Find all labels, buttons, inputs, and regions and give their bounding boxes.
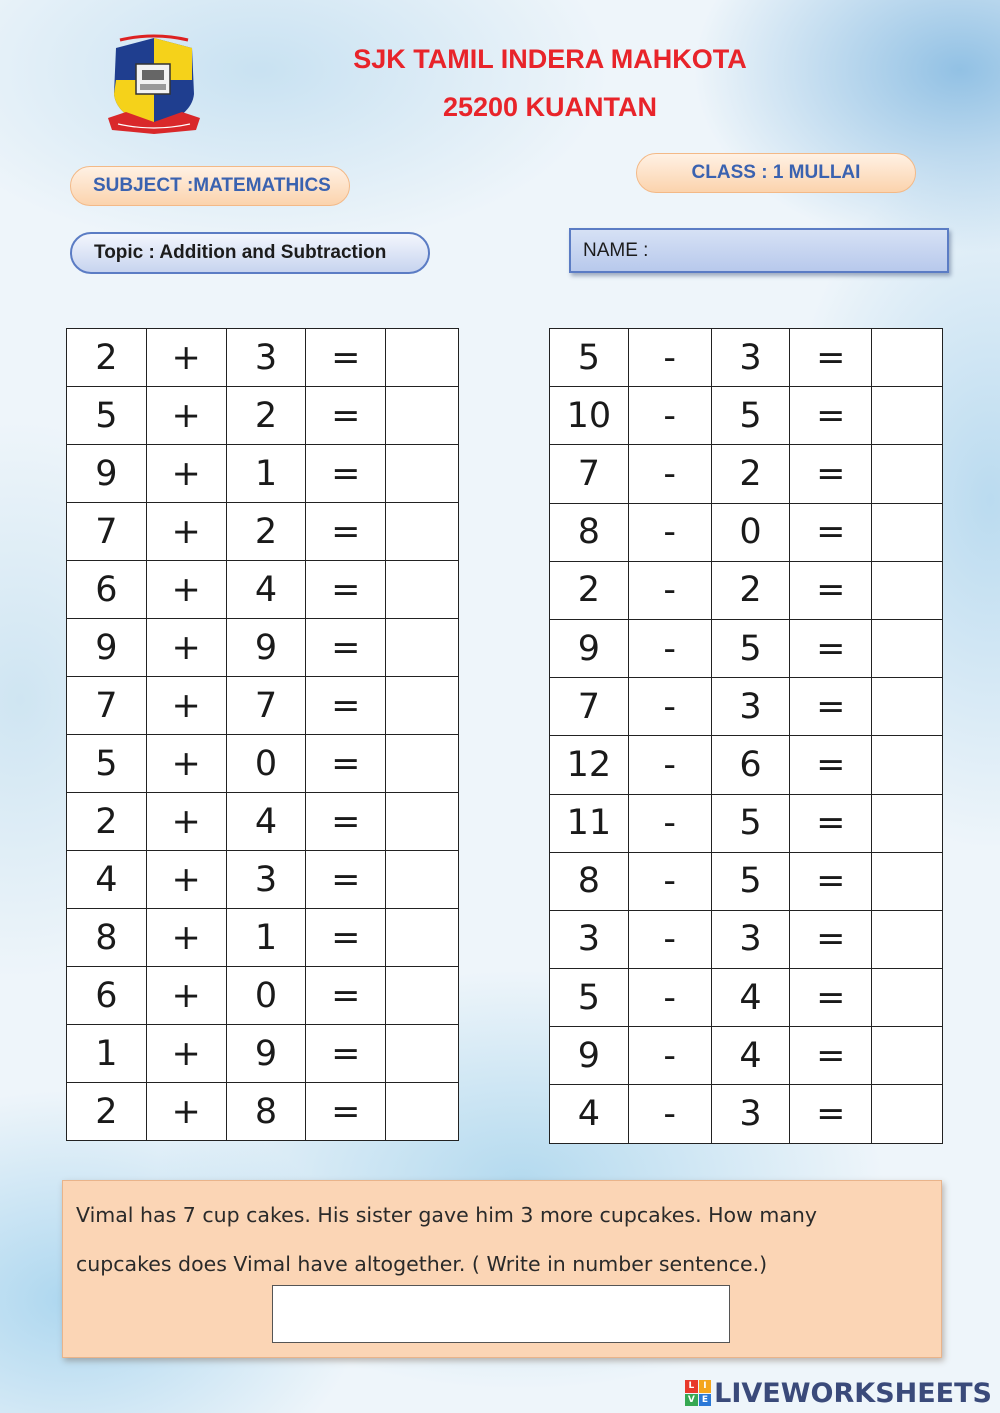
subtraction-operator: - (628, 561, 711, 619)
school-name: SJK TAMIL INDERA MAHKOTA (353, 44, 747, 74)
subtraction-row (550, 1027, 943, 1085)
subtraction-row (550, 736, 943, 794)
subtraction-operand-b: 5 (711, 852, 790, 910)
subtraction-operand-b: 0 (711, 503, 790, 561)
addition-answer-input[interactable] (386, 909, 459, 967)
addition-operand-b: 9 (226, 619, 306, 677)
addition-operator: + (146, 445, 226, 503)
addition-operand-b: 0 (226, 735, 306, 793)
subtraction-operator: - (628, 794, 711, 852)
subtraction-equals-sign: = (790, 561, 872, 619)
addition-row (67, 329, 459, 387)
subtraction-operator: - (628, 503, 711, 561)
addition-operator: + (146, 1083, 226, 1141)
subtraction-row (550, 619, 943, 677)
subtraction-operand-b: 4 (711, 1027, 790, 1085)
addition-operand-b: 3 (226, 329, 306, 387)
addition-equals-sign: = (306, 561, 386, 619)
subtraction-row (550, 1085, 943, 1143)
addition-operand-b: 0 (226, 967, 306, 1025)
subtraction-operand-a: 12 (550, 736, 629, 794)
subtraction-equals-sign: = (790, 736, 872, 794)
subtraction-answer-input[interactable] (872, 1085, 943, 1143)
addition-row (67, 445, 459, 503)
subtraction-operator: - (628, 969, 711, 1027)
addition-answer-input[interactable] (386, 1083, 459, 1141)
addition-row (67, 1025, 459, 1083)
subtraction-operand-a: 9 (550, 619, 629, 677)
subtraction-operand-b: 3 (711, 910, 790, 968)
subtraction-operand-a: 8 (550, 503, 629, 561)
addition-operand-b: 4 (226, 793, 306, 851)
addition-operator: + (146, 967, 226, 1025)
subtraction-operand-b: 4 (711, 969, 790, 1027)
addition-operand-b: 7 (226, 677, 306, 735)
badge-letter: E (699, 1394, 712, 1407)
addition-operand-a: 4 (67, 851, 147, 909)
addition-equals-sign: = (306, 909, 386, 967)
subtraction-operator: - (628, 736, 711, 794)
liveworksheets-logo-icon (685, 1380, 711, 1406)
subtraction-row (550, 969, 943, 1027)
addition-table (66, 328, 459, 1141)
addition-operand-a: 5 (67, 387, 147, 445)
subtraction-answer-input[interactable] (872, 852, 943, 910)
subtraction-answer-input[interactable] (872, 794, 943, 852)
addition-operator: + (146, 561, 226, 619)
subtraction-answer-input[interactable] (872, 736, 943, 794)
subtraction-equals-sign: = (790, 387, 872, 445)
addition-equals-sign: = (306, 851, 386, 909)
badge-letter: L (685, 1380, 698, 1393)
addition-row (67, 503, 459, 561)
subtraction-row (550, 852, 943, 910)
subtraction-operand-a: 7 (550, 445, 629, 503)
addition-operand-a: 6 (67, 561, 147, 619)
subtraction-operand-a: 5 (550, 969, 629, 1027)
subtraction-operand-a: 2 (550, 561, 629, 619)
subtraction-row (550, 678, 943, 736)
word-problem-answer-input[interactable] (272, 1285, 730, 1343)
addition-answer-input[interactable] (386, 561, 459, 619)
addition-operator: + (146, 851, 226, 909)
badge-letter: V (685, 1394, 698, 1407)
subtraction-operator: - (628, 619, 711, 677)
addition-operand-b: 1 (226, 445, 306, 503)
subtraction-row (550, 445, 943, 503)
addition-row (67, 677, 459, 735)
addition-equals-sign: = (306, 387, 386, 445)
liveworksheets-text: LIVEWORKSHEETS (714, 1377, 992, 1409)
subtraction-answer-input[interactable] (872, 387, 943, 445)
subtraction-operand-a: 8 (550, 852, 629, 910)
addition-operand-b: 2 (226, 503, 306, 561)
subtraction-operator: - (628, 852, 711, 910)
subtraction-operand-b: 3 (711, 678, 790, 736)
addition-operator: + (146, 503, 226, 561)
addition-row (67, 909, 459, 967)
addition-operand-a: 8 (67, 909, 147, 967)
subtraction-operand-b: 5 (711, 794, 790, 852)
subtraction-operand-b: 3 (711, 1085, 790, 1143)
addition-operand-a: 7 (67, 503, 147, 561)
addition-row (67, 619, 459, 677)
addition-operand-a: 5 (67, 735, 147, 793)
subtraction-operator: - (628, 387, 711, 445)
subtraction-answer-input[interactable] (872, 329, 943, 387)
addition-equals-sign: = (306, 503, 386, 561)
subtraction-operator: - (628, 1085, 711, 1143)
addition-equals-sign: = (306, 677, 386, 735)
subtraction-equals-sign: = (790, 852, 872, 910)
subtraction-operator: - (628, 910, 711, 968)
addition-row (67, 793, 459, 851)
addition-operator: + (146, 1025, 226, 1083)
subtraction-row (550, 387, 943, 445)
subtraction-equals-sign: = (790, 503, 872, 561)
subtraction-operand-b: 2 (711, 445, 790, 503)
subtraction-equals-sign: = (790, 678, 872, 736)
subtraction-answer-input[interactable] (872, 969, 943, 1027)
subtraction-operand-b: 2 (711, 561, 790, 619)
addition-answer-input[interactable] (386, 851, 459, 909)
badge-letter: I (699, 1380, 712, 1393)
addition-operand-a: 9 (67, 619, 147, 677)
addition-answer-input[interactable] (386, 967, 459, 1025)
subtraction-answer-input[interactable] (872, 503, 943, 561)
subtraction-equals-sign: = (790, 910, 872, 968)
addition-equals-sign: = (306, 445, 386, 503)
school-logo (106, 34, 202, 134)
subtraction-table (549, 328, 943, 1144)
name-field[interactable] (569, 228, 949, 273)
subtraction-equals-sign: = (790, 445, 872, 503)
addition-operand-a: 6 (67, 967, 147, 1025)
subtraction-equals-sign: = (790, 1027, 872, 1085)
subtraction-equals-sign: = (790, 969, 872, 1027)
addition-equals-sign: = (306, 967, 386, 1025)
subtraction-operand-a: 11 (550, 794, 629, 852)
word-problem-line-1: Vimal has 7 cup cakes. His sister gave him 3 more cupcakes. How many (76, 1203, 818, 1227)
word-problem-text (76, 1191, 926, 1289)
addition-operand-b: 2 (226, 387, 306, 445)
subtraction-equals-sign: = (790, 794, 872, 852)
subtraction-equals-sign: = (790, 329, 872, 387)
addition-row (67, 735, 459, 793)
subtraction-operand-a: 5 (550, 329, 629, 387)
class-label: CLASS : 1 MULLAI (636, 153, 916, 193)
subtraction-operator: - (628, 329, 711, 387)
addition-answer-input[interactable] (386, 387, 459, 445)
addition-operand-a: 9 (67, 445, 147, 503)
subtraction-answer-input[interactable] (872, 1027, 943, 1085)
addition-operator: + (146, 619, 226, 677)
subject-label: SUBJECT :MATEMATHICS (70, 166, 350, 206)
subtraction-row (550, 794, 943, 852)
addition-operand-b: 4 (226, 561, 306, 619)
addition-operand-b: 8 (226, 1083, 306, 1141)
subtraction-operand-b: 6 (711, 736, 790, 794)
subtraction-answer-input[interactable] (872, 445, 943, 503)
addition-equals-sign: = (306, 735, 386, 793)
subtraction-operand-a: 10 (550, 387, 629, 445)
addition-answer-input[interactable] (386, 1025, 459, 1083)
addition-answer-input[interactable] (386, 677, 459, 735)
school-address: 25200 KUANTAN (442, 92, 658, 122)
addition-operand-a: 2 (67, 793, 147, 851)
subtraction-answer-input[interactable] (872, 561, 943, 619)
addition-answer-input[interactable] (386, 619, 459, 677)
subtraction-operand-a: 7 (550, 678, 629, 736)
topic-label: Topic : Addition and Subtraction (70, 232, 430, 274)
addition-operand-a: 2 (67, 1083, 147, 1141)
subtraction-answer-input[interactable] (872, 910, 943, 968)
addition-equals-sign: = (306, 1083, 386, 1141)
subtraction-answer-input[interactable] (872, 619, 943, 677)
addition-operand-a: 1 (67, 1025, 147, 1083)
subtraction-equals-sign: = (790, 1085, 872, 1143)
addition-row (67, 851, 459, 909)
addition-answer-input[interactable] (386, 735, 459, 793)
subtraction-answer-input[interactable] (872, 678, 943, 736)
subtraction-operand-a: 3 (550, 910, 629, 968)
addition-operator: + (146, 735, 226, 793)
addition-operand-b: 3 (226, 851, 306, 909)
subtraction-operator: - (628, 678, 711, 736)
subtraction-row (550, 561, 943, 619)
subtraction-operand-a: 4 (550, 1085, 629, 1143)
subtraction-operator: - (628, 1027, 711, 1085)
word-problem-box (62, 1180, 942, 1358)
addition-answer-input[interactable] (386, 445, 459, 503)
word-problem-line-2: cupcakes does Vimal have altogether. ( Write in number sentence.) (76, 1252, 768, 1276)
subtraction-operator: - (628, 445, 711, 503)
addition-operator: + (146, 677, 226, 735)
subtraction-row (550, 329, 943, 387)
addition-operand-a: 2 (67, 329, 147, 387)
addition-answer-input[interactable] (386, 793, 459, 851)
addition-equals-sign: = (306, 329, 386, 387)
subtraction-row (550, 503, 943, 561)
addition-equals-sign: = (306, 1025, 386, 1083)
addition-operator: + (146, 329, 226, 387)
subtraction-operand-b: 5 (711, 619, 790, 677)
subtraction-operand-b: 5 (711, 387, 790, 445)
addition-row (67, 387, 459, 445)
addition-operator: + (146, 387, 226, 445)
subtraction-operand-a: 9 (550, 1027, 629, 1085)
subtraction-row (550, 910, 943, 968)
addition-equals-sign: = (306, 619, 386, 677)
subtraction-operand-b: 3 (711, 329, 790, 387)
addition-operand-b: 9 (226, 1025, 306, 1083)
addition-row (67, 1083, 459, 1141)
addition-operand-b: 1 (226, 909, 306, 967)
addition-equals-sign: = (306, 793, 386, 851)
addition-operator: + (146, 793, 226, 851)
addition-answer-input[interactable] (386, 329, 459, 387)
liveworksheets-watermark (685, 1376, 992, 1410)
subtraction-equals-sign: = (790, 619, 872, 677)
addition-row (67, 967, 459, 1025)
addition-operator: + (146, 909, 226, 967)
addition-operand-a: 7 (67, 677, 147, 735)
name-label: NAME : (583, 239, 649, 261)
addition-answer-input[interactable] (386, 503, 459, 561)
addition-row (67, 561, 459, 619)
